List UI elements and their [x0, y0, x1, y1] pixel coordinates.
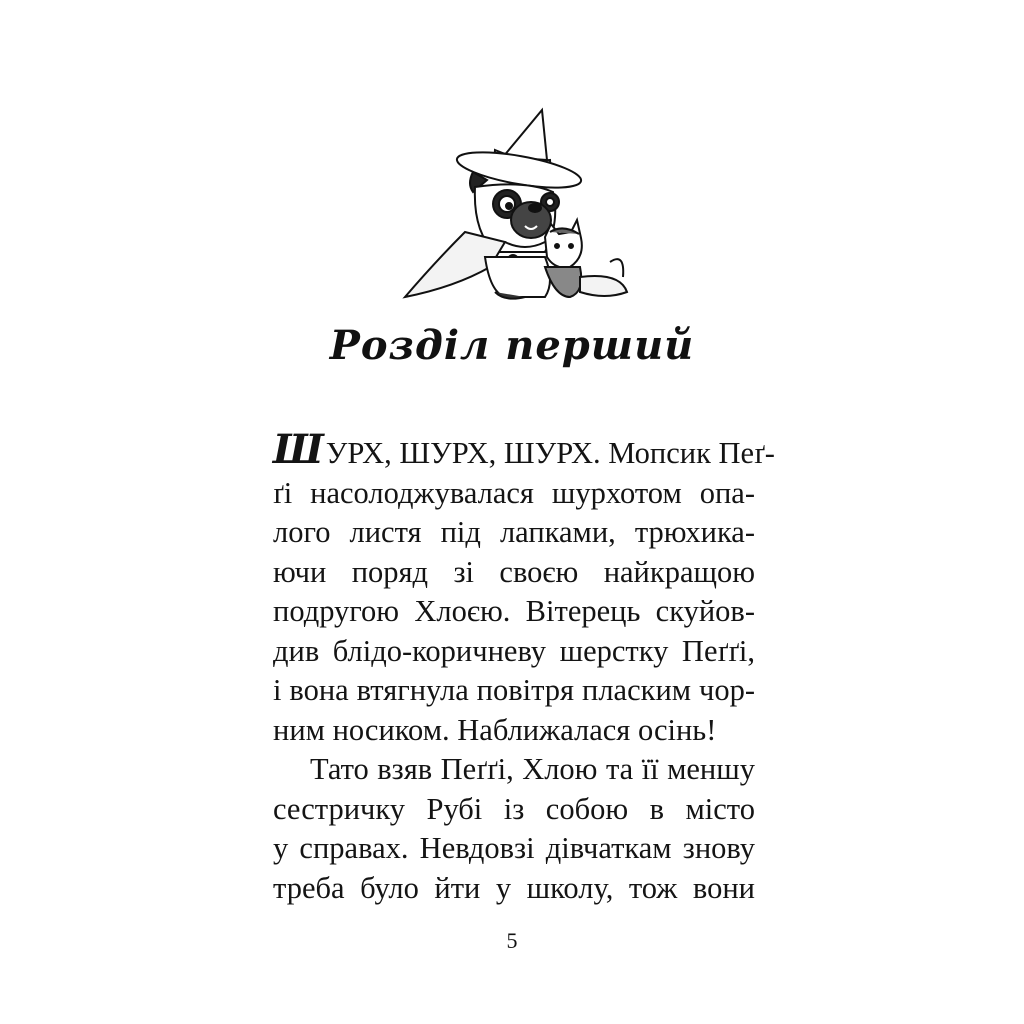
text-line: див блідо-коричневу шерстку Пеґґі, — [273, 633, 755, 668]
text-line: у справах. Невдовзі дівчаткам знову — [273, 831, 755, 865]
text-line: подругою Хлоєю. Вітерець скуйов- — [273, 594, 755, 628]
pug-witch-illustration — [395, 92, 640, 307]
drop-cap: Ш — [273, 426, 324, 473]
chapter-title: Розділ перший — [329, 322, 695, 369]
page-number: 5 — [506, 928, 518, 953]
text-line: сестричку Рубі із собою в місто — [273, 791, 755, 826]
line-text: УРХ, ШУРХ, ШУРХ. Мопсик Пеґ- — [325, 436, 775, 470]
text-line: ним носиком. Наближалася осінь! — [273, 712, 717, 747]
text-line: лого листя під лапками, трюхика- — [273, 515, 755, 549]
text-line: треба було йти у школу, тож вони — [273, 870, 755, 905]
text-line: ючи поряд зі своєю найкращою — [273, 554, 755, 589]
text-line: і вона втягнула повітря пласким чор- — [273, 673, 755, 707]
text-line: Тато взяв Пеґґі, Хлою та її меншу — [310, 752, 755, 786]
text-line — [273, 426, 775, 474]
text-line: ґі насолоджувалася шурхотом опа- — [273, 475, 755, 510]
chapter-body — [273, 426, 775, 908]
